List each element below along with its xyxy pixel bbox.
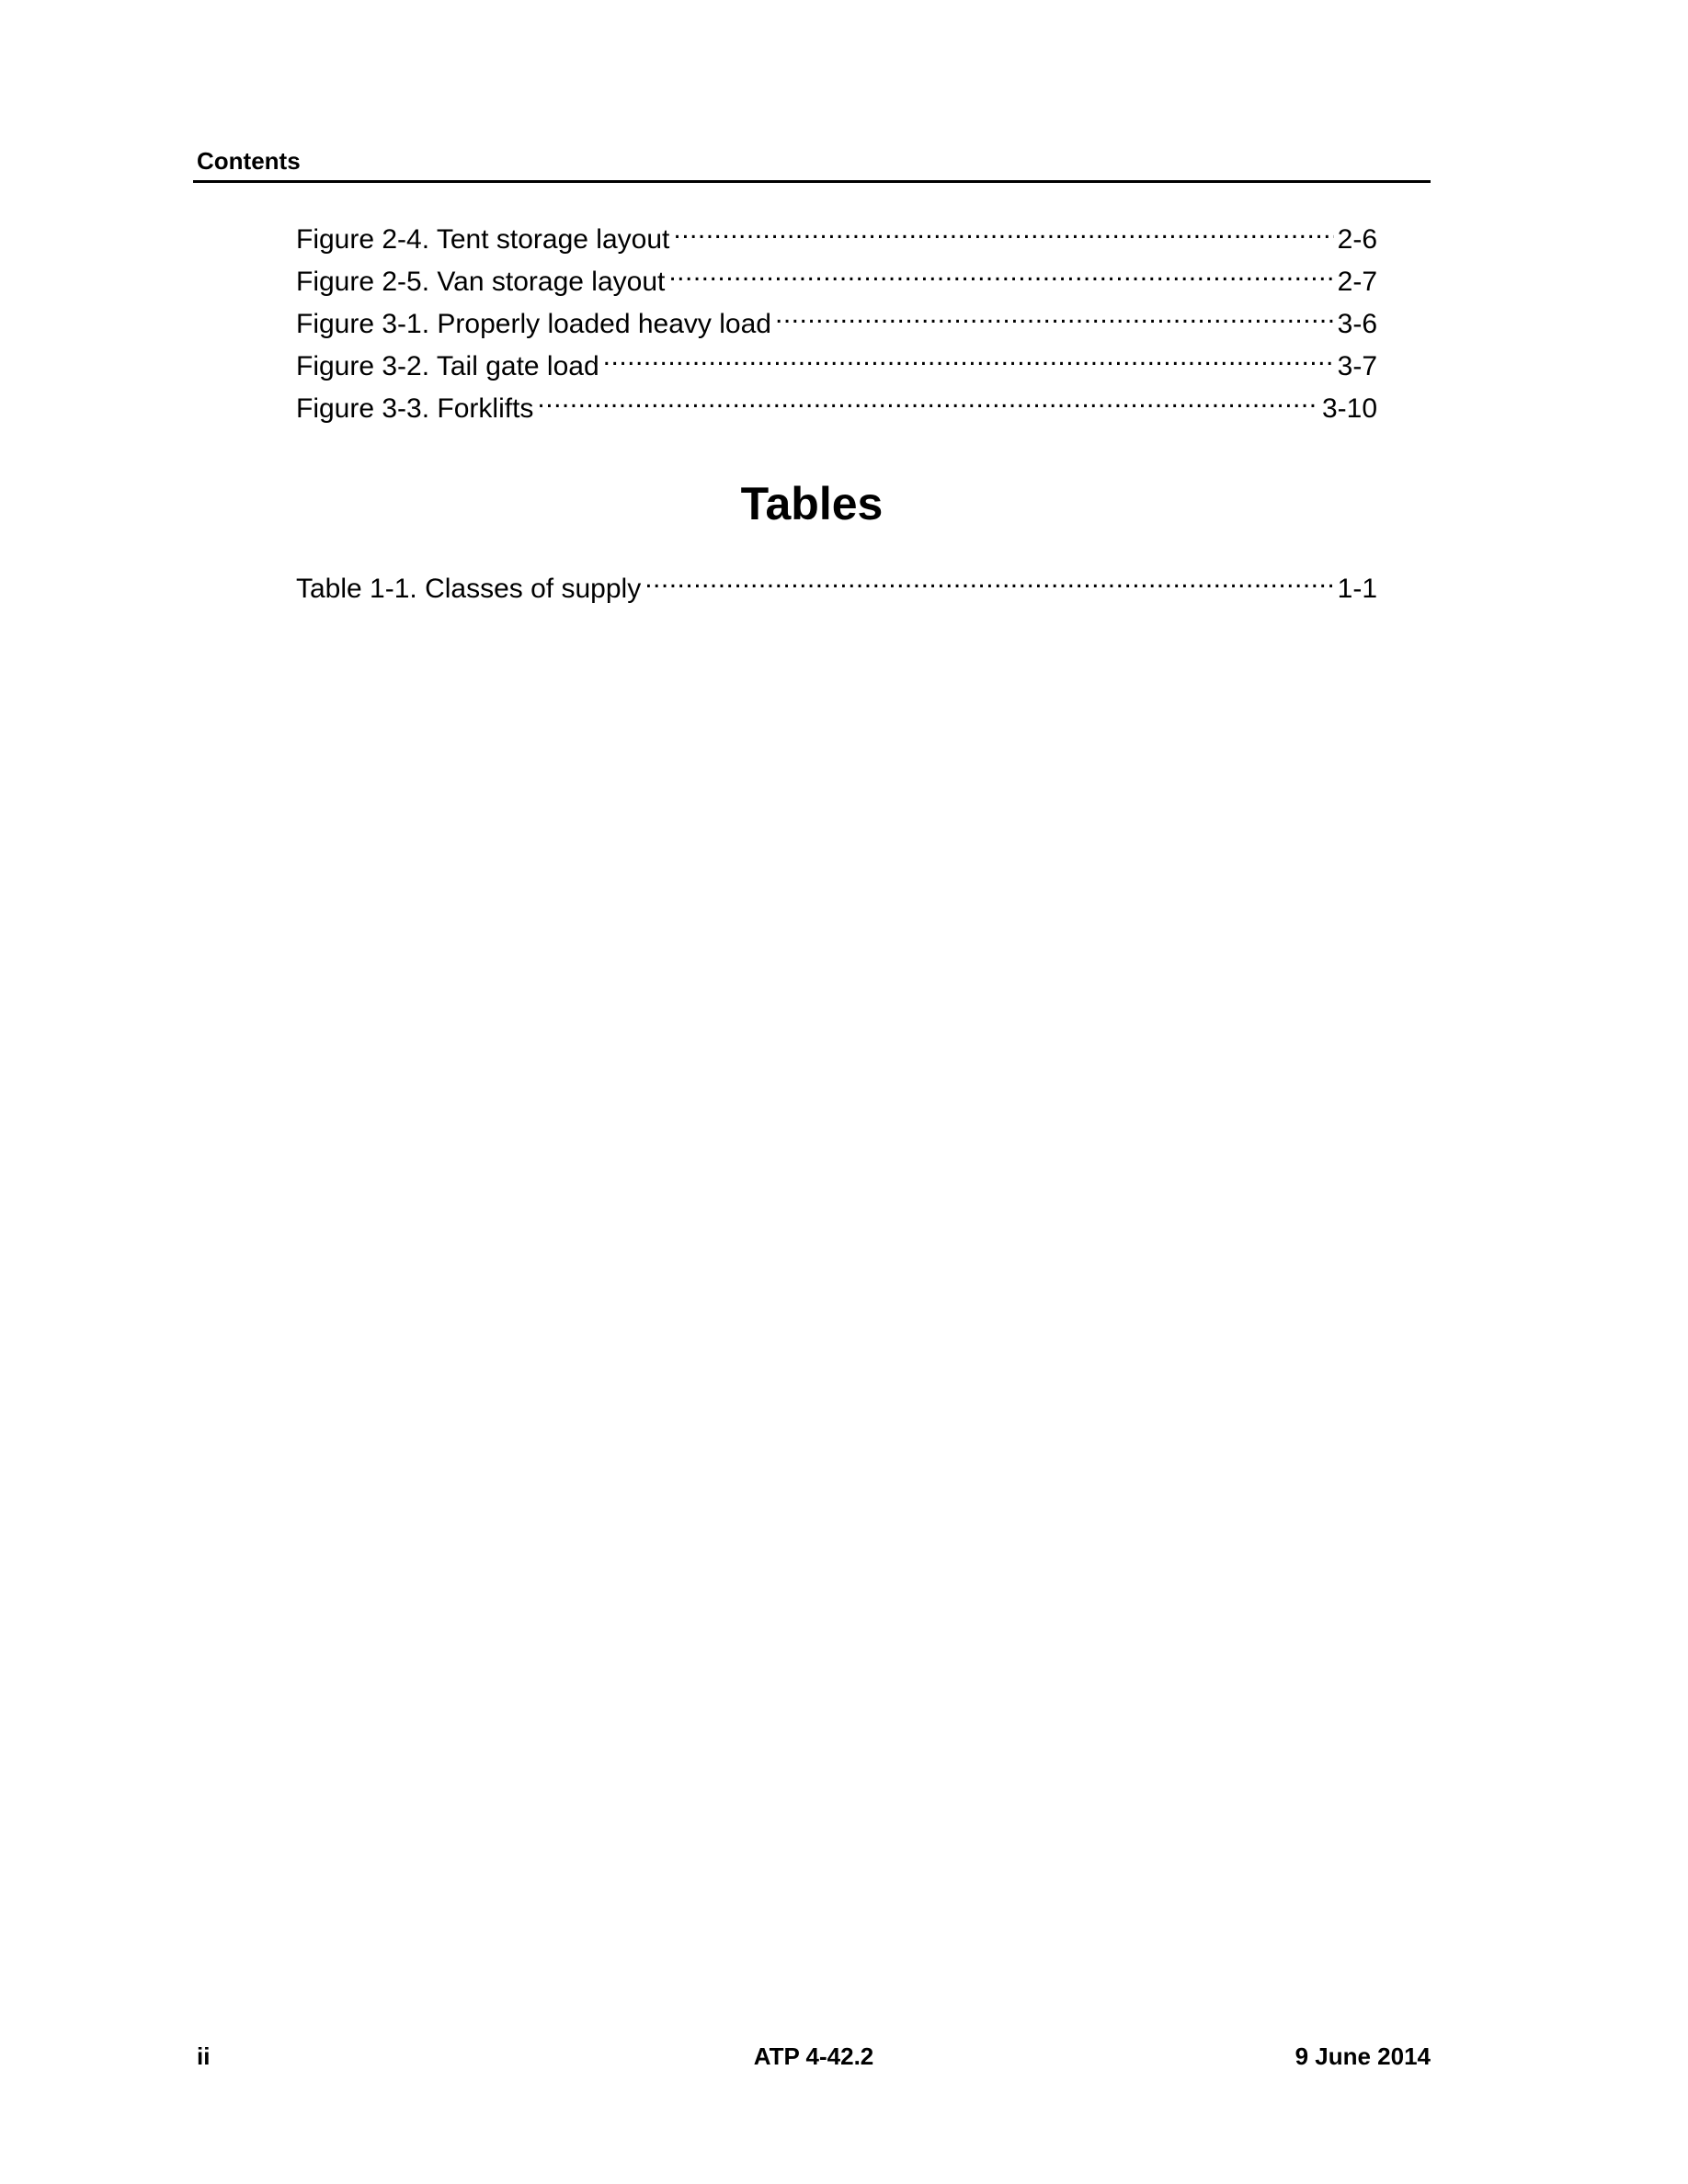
toc-entry-title: Figure 3-3. Forklifts (296, 393, 534, 424)
dot-leader (775, 296, 1334, 333)
tables-list (296, 561, 1377, 603)
figures-list (296, 211, 1377, 423)
toc-entry[interactable] (296, 338, 1377, 381)
footer-page-number: ii (197, 2042, 211, 2070)
footer-date: 9 June 2014 (1295, 2042, 1431, 2070)
toc-entry-page: 3-10 (1321, 393, 1377, 424)
toc-entry-title: Figure 2-4. Tent storage layout (296, 224, 670, 255)
dot-leader (668, 254, 1333, 290)
toc-entry[interactable] (296, 561, 1377, 603)
toc-entry-page: 2-6 (1337, 224, 1377, 255)
toc-entry[interactable] (296, 381, 1377, 423)
dot-leader (603, 338, 1334, 375)
toc-entry-page: 3-7 (1337, 351, 1377, 381)
toc-entry[interactable] (296, 254, 1377, 296)
footer-publication: ATP 4-42.2 (753, 2042, 874, 2070)
toc-entry-title: Figure 3-1. Properly loaded heavy load (296, 309, 771, 339)
toc-entry-title: Figure 2-5. Van storage layout (296, 267, 666, 297)
toc-entry-page: 3-6 (1337, 309, 1377, 339)
dot-leader (673, 211, 1333, 248)
dot-leader (644, 561, 1333, 597)
tables-heading: Tables (740, 478, 884, 529)
dot-leader (537, 381, 1318, 417)
running-footer (197, 2041, 1431, 2072)
toc-entry-page: 2-7 (1337, 267, 1377, 297)
header-title: Contents (197, 147, 301, 175)
toc-entry[interactable] (296, 211, 1377, 254)
toc-entry-title: Table 1-1. Classes of supply (296, 574, 642, 604)
toc-entry-page: 1-1 (1337, 574, 1377, 604)
toc-entry-title: Figure 3-2. Tail gate load (296, 351, 599, 381)
toc-entry[interactable] (296, 296, 1377, 338)
running-header (193, 145, 1431, 183)
